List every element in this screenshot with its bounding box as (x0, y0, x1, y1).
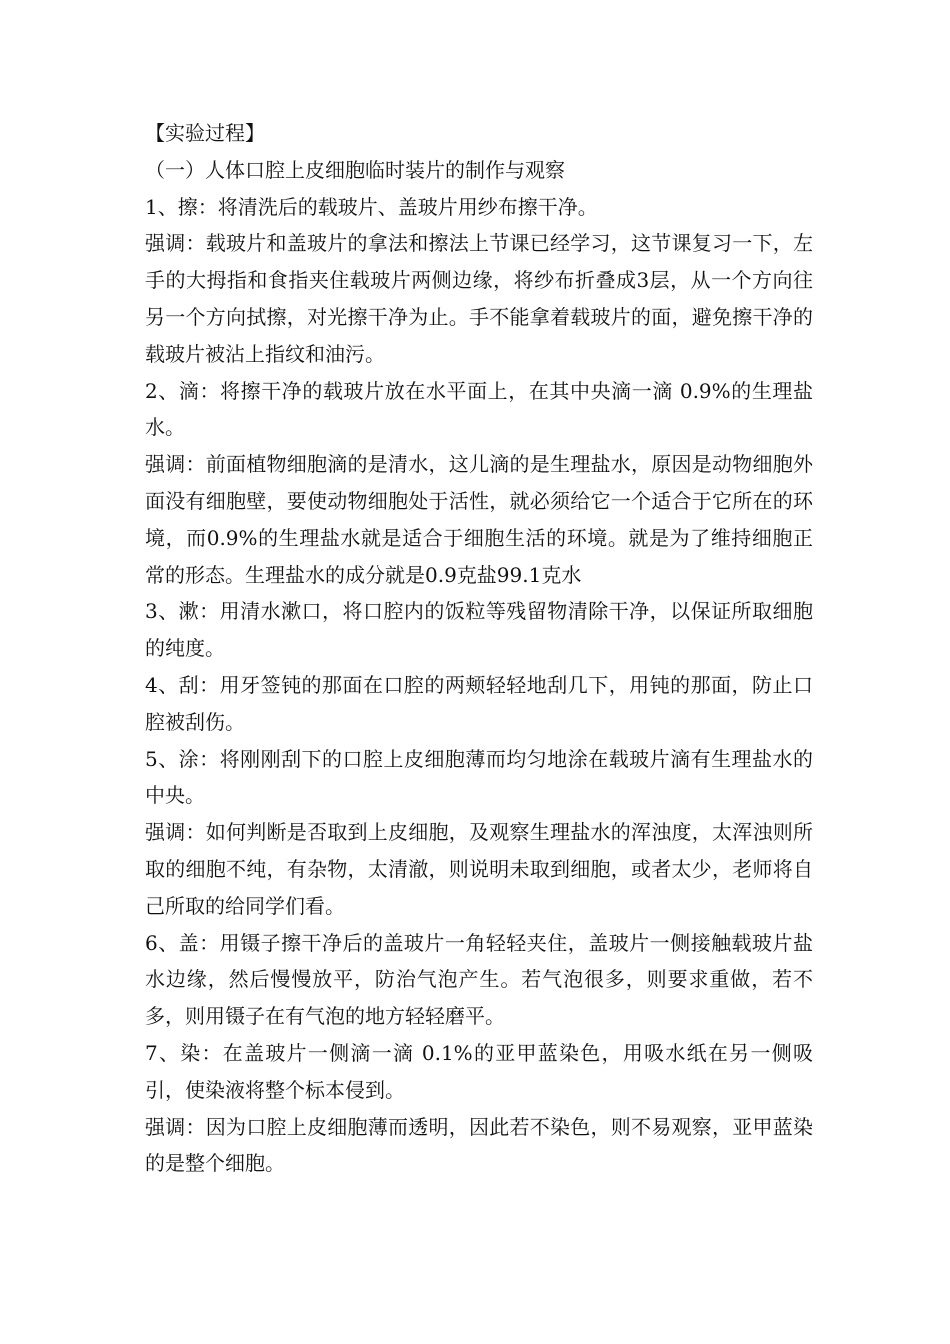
subsection-heading: （一）人体口腔上皮细胞临时装片的制作与观察 (145, 157, 565, 182)
step-4-scrape: 4、刮：用牙签钝的那面在口腔的两颊轻轻地刮几下，用钝的那面，防止口腔被刮伤。 (145, 672, 813, 734)
note-wipe: 强调：载玻片和盖玻片的拿法和擦法上节课已经学习，这节课复习一下，左手的大拇指和食指夹住载玻片两侧边缘，将纱布折叠成3层，从一个方向往另一个方向拭擦，对光擦干净为止。手不能拿着载玻片的面，避免擦干净的载玻片被沾上指纹和油污。 (145, 231, 813, 366)
document-body (145, 115, 813, 1182)
note-smear: 强调：如何判断是否取到上皮细胞，及观察生理盐水的浑浊度，太浑浊则所取的细胞不纯，有杂物，太清澈，则说明未取到细胞，或者太少，老师将自己所取的给同学们看。 (145, 820, 813, 918)
step-5-smear: 5、涂：将刚刚刮下的口腔上皮细胞薄而均匀地涂在载玻片滴有生理盐水的中央。 (145, 746, 813, 808)
step-2-drop: 2、滴：将擦干净的载玻片放在水平面上，在其中央滴一滴 0.9%的生理盐水。 (145, 378, 813, 440)
section-heading: 【实验过程】 (145, 121, 265, 145)
note-stain: 强调：因为口腔上皮细胞薄而透明，因此若不染色，则不易观察，亚甲蓝染的是整个细胞。 (145, 1114, 813, 1176)
step-3-rinse: 3、漱：用清水漱口，将口腔内的饭粒等残留物清除干净，以保证所取细胞的纯度。 (145, 599, 813, 661)
step-1-wipe: 1、擦：将清洗后的载玻片、盖玻片用纱布擦干净。 (145, 194, 598, 219)
step-7-stain: 7、染：在盖玻片一侧滴一滴 0.1%的亚甲蓝染色，用吸水纸在另一侧吸引，使染液将整个标本侵到。 (145, 1040, 813, 1102)
step-6-cover: 6、盖：用镊子擦干净后的盖玻片一角轻轻夹住，盖玻片一侧接触载玻片盐水边缘，然后慢慢放平，防治气泡产生。若气泡很多，则要求重做，若不多，则用镊子在有气泡的地方轻轻磨平。 (145, 930, 813, 1029)
note-drop: 强调：前面植物细胞滴的是清水，这儿滴的是生理盐水，原因是动物细胞外面没有细胞壁，要使动物细胞处于活性，就必须给它一个适合于它所在的环境，而0.9%的生理盐水就是适合于细胞生活的环境。就是为了维持细胞正常的形态。生理盐水的成分就是0.9克盐99.1克水 (145, 452, 813, 587)
